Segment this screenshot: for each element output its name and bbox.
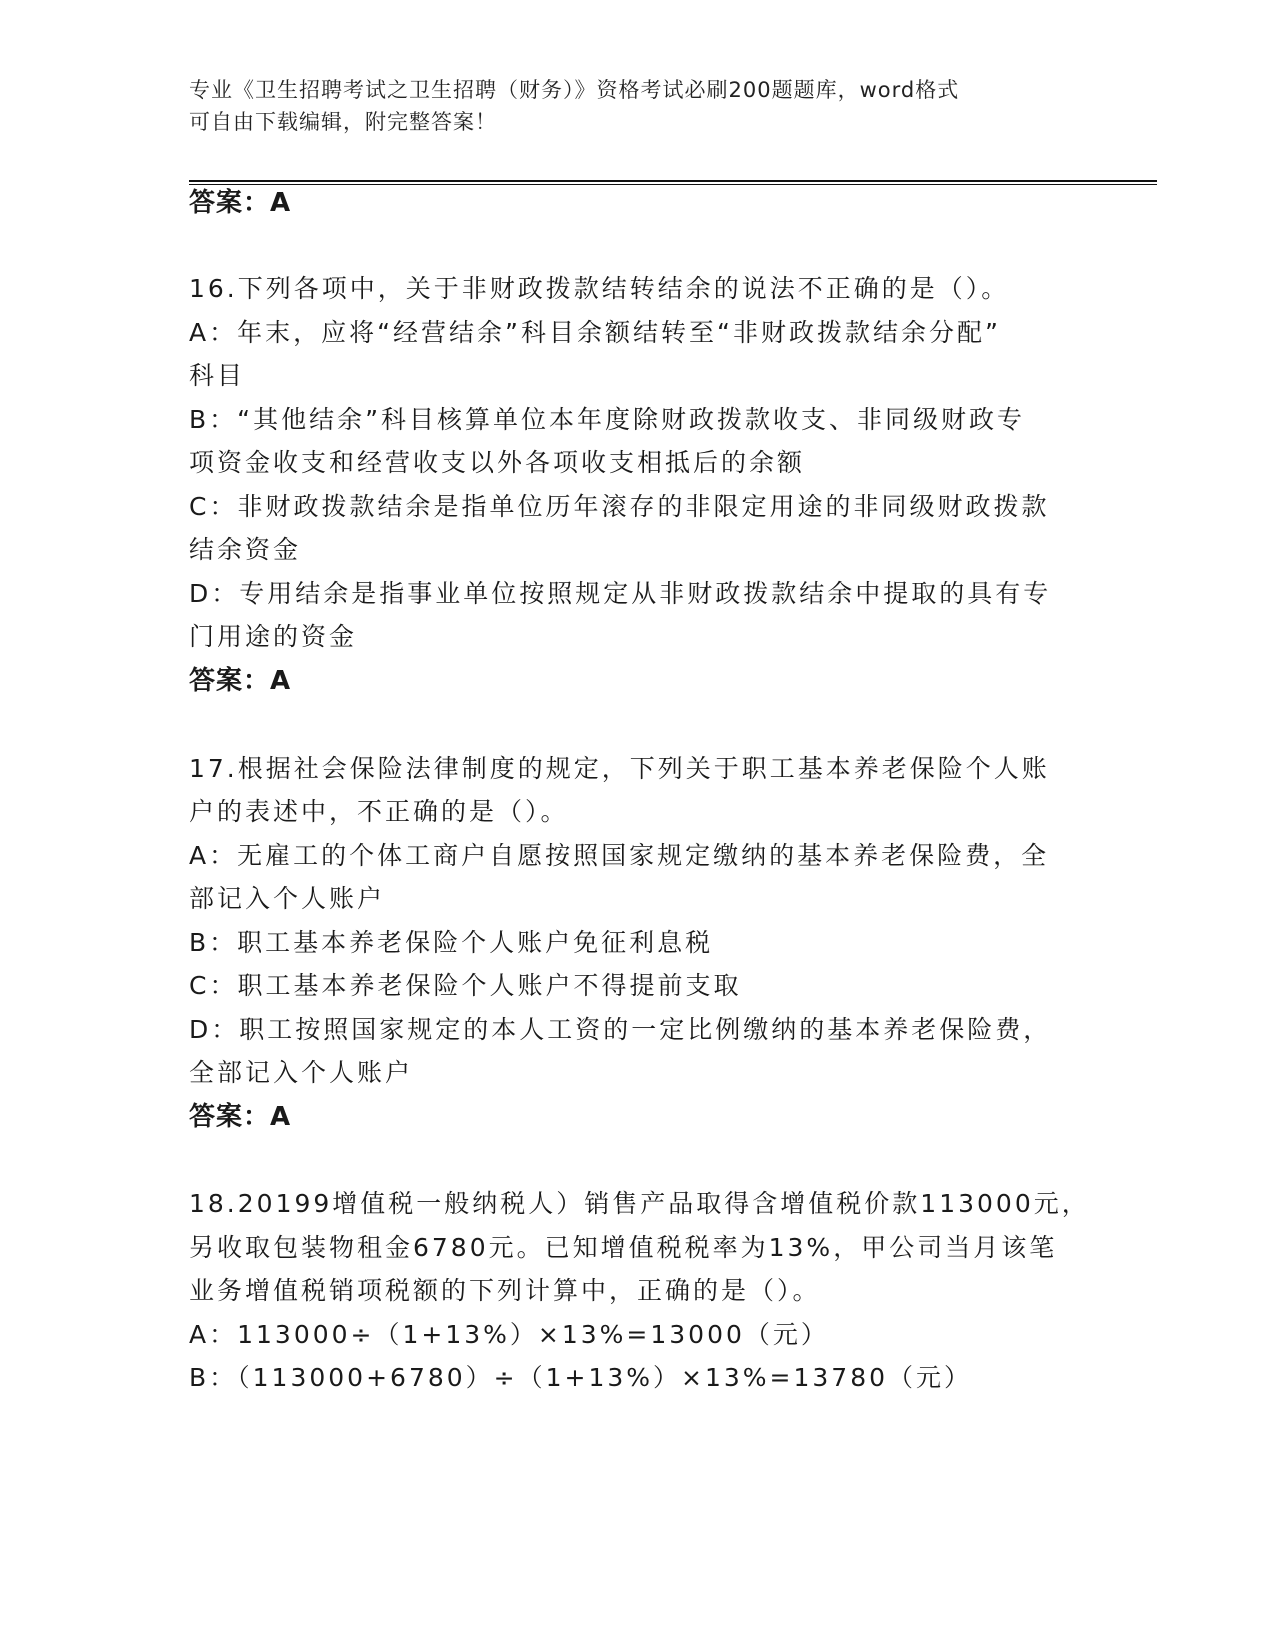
question-17-answer: 答案：A [189, 1102, 292, 1132]
question-16-stem: 16.下列各项中，关于非财政拨款结转结余的说法不正确的是（）。 [189, 274, 1010, 303]
question-18-stem-line-2: 另收取包装物租金6780元。已知增值税税率为13%，甲公司当月该笔 [189, 1233, 1058, 1262]
question-16-option-a-line-1: A：年末，应将“经营结余”科目余额结转至“非财政拨款结余分配” [189, 318, 1001, 347]
question-16-option-d-line-2: 门用途的资金 [189, 622, 358, 651]
document-header-note [189, 74, 1069, 138]
question-17-option-a-line-1: A：无雇工的个体工商户自愿按照国家规定缴纳的基本养老保险费，全 [189, 841, 1050, 870]
question-18-option-b: B：（113000+6780）÷（1+13%）×13%=13780（元） [189, 1363, 973, 1392]
question-16-option-c-line-2: 结余资金 [189, 535, 302, 564]
header-divider [189, 180, 1157, 185]
question-17-option-d-line-2: 全部记入个人账户 [189, 1058, 414, 1087]
header-note-line-1: 专业《卫生招聘考试之卫生招聘（财务）》资格考试必刷200题题库，word格式 [189, 78, 960, 102]
question-16-answer: 答案：A [189, 666, 292, 696]
question-17-option-d-line-1: D：职工按照国家规定的本人工资的一定比例缴纳的基本养老保险费， [189, 1015, 1052, 1044]
question-17-option-a-line-2: 部记入个人账户 [189, 884, 386, 913]
question-16-option-d-line-1: D：专用结余是指事业单位按照规定从非财政拨款结余中提取的具有专 [189, 579, 1052, 608]
question-18-option-a: A：113000÷（1+13%）×13%=13000（元） [189, 1320, 829, 1349]
question-16-option-b-line-1: B：“其他结余”科目核算单位本年度除财政拨款收支、非同级财政专 [189, 405, 1026, 434]
question-16-option-c-line-1: C：非财政拨款结余是指单位历年滚存的非限定用途的非同级财政拨款 [189, 492, 1050, 521]
question-17-option-c: C：职工基本养老保险个人账户不得提前支取 [189, 971, 742, 1000]
question-18-stem-line-3: 业务增值税销项税额的下列计算中，正确的是（）。 [189, 1276, 821, 1305]
header-note-line-2: 可自由下载编辑，附完整答案！ [189, 110, 497, 134]
question-18-stem-line-1: 18.20199增值税一般纳税人）销售产品取得含增值税价款113000元， [189, 1189, 1090, 1218]
answer-previous: 答案：A [189, 188, 292, 218]
question-16-option-a-line-2: 科目 [189, 361, 246, 390]
question-16-option-b-line-2: 项资金收支和经营收支以外各项收支相抵后的余额 [189, 448, 806, 477]
question-17-stem-line-2: 户的表述中，不正确的是（）。 [189, 797, 569, 826]
question-17-option-b: B：职工基本养老保险个人账户免征利息税 [189, 928, 714, 957]
question-17-stem-line-1: 17.根据社会保险法律制度的规定，下列关于职工基本养老保险个人账 [189, 754, 1050, 783]
